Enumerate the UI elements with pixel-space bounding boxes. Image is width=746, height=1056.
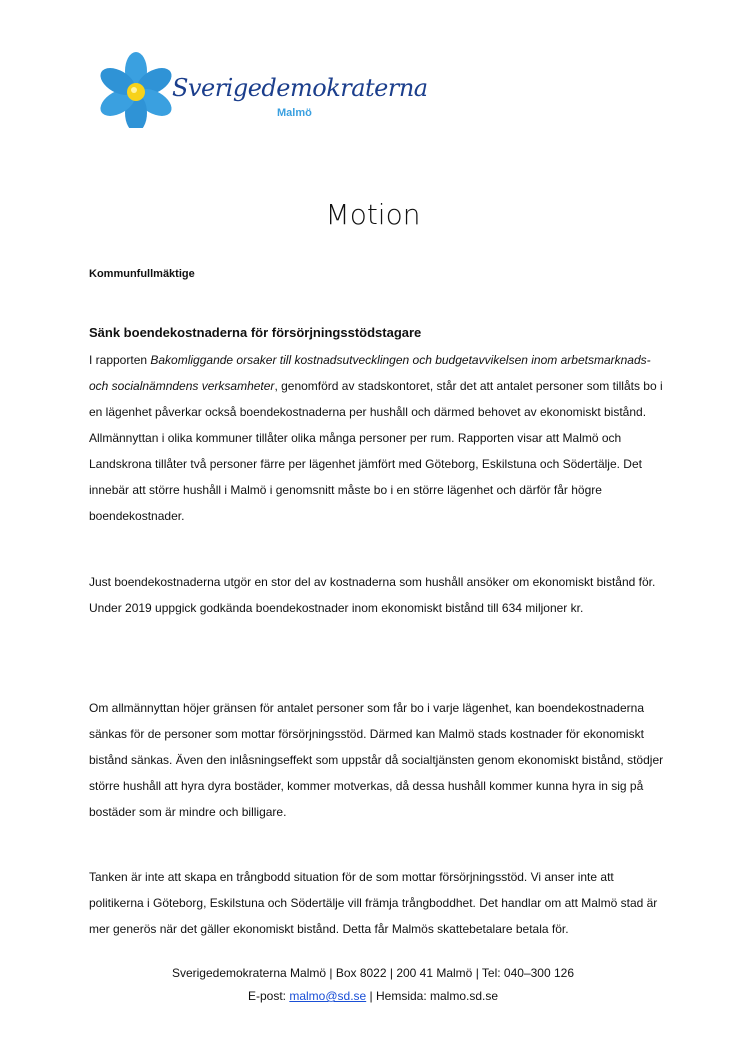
document-title: Motion — [325, 198, 421, 231]
email-label: E-post: — [247, 989, 290, 1003]
party-logo — [96, 52, 428, 132]
flower-icon — [96, 52, 180, 128]
recipient-label: Kommunfullmäktige — [89, 268, 195, 280]
footer-contact — [0, 989, 746, 1003]
body-paragraph-2: Just boendekostnaderna utgör en stor del av kostnaderna som hushåll ansöker om ekonomiskt bistånd för. Under 2019 uppgick godkända boendekostnader inom ekonomiskt bistånd till 634 miljoner kr. — [89, 575, 656, 615]
body-paragraph-4: Tanken är inte att skapa en trångbodd situation för de som mottar försörjningsstöd. Vi anser inte att politikerna i Göteborg, Eskilstuna och Södertälje vill främja trångboddhet. Det handlar om att Malmö stad är mer generös när det gäller ekonomiskt bistånd. Detta får Malmös skattebetalare betala för. — [89, 870, 658, 936]
paragraph-intro: I rapporten — [89, 353, 151, 367]
logo-wordmark: Sverigedemokraterna — [172, 74, 428, 102]
report-title: Bakomliggande orsaker till kostnadsutvecklingen och budgetavvikelsen inom arbetsmarknads- och socialnämndens verksamheter — [89, 353, 651, 393]
motion-heading: Sänk boendekostnaderna för försörjningsstödstagare — [89, 325, 422, 340]
paragraph-rest: , genomförd av stadskontoret, står det att antalet personer som tillåts bo i en lägenhet påverkar också boendekostnaderna per hushåll och därmed behovet av ekonomiskt bistånd. Allmännyttan i olika kommuner tillåter olika många personer per rum. Rapporten visar att Malmö och Landskrona tillåter två personer färre per lägenhet jämfört med Göteborg, Eskilstuna och Södertälje. Det innebär att större hushåll i Malmö i genomsnitt måste bo i en större lägenhet och därför får högre boendekostnader. — [89, 379, 663, 523]
website-text: | Hemsida: malmo.sd.se — [366, 989, 499, 1003]
body-paragraph-3: Om allmännyttan höjer gränsen för antalet personer som får bo i varje lägenhet, kan boendekostnaderna sänkas för de personer som mottar försörjningsstöd. Därmed kan Malmö stads kostnader för ekonomiskt bistånd sänkas. Även den inlåsningseffekt som uppstår då socialtjänsten genom ekonomiskt bistånd, stödjer större hushåll att hyra dyra bostäder, kommer motverkas, då dessa hushåll kommer kunna hyra in sig på bostäder som är mindre och billigare. — [89, 701, 664, 819]
footer-address: Sverigedemokraterna Malmö | Box 8022 | 200 41 Malmö | Tel: 040–300 126 — [171, 966, 575, 980]
email-link[interactable]: malmo@sd.se — [289, 989, 367, 1003]
body-paragraph-1 — [89, 347, 667, 529]
logo-subtitle: Malmö — [277, 107, 312, 119]
